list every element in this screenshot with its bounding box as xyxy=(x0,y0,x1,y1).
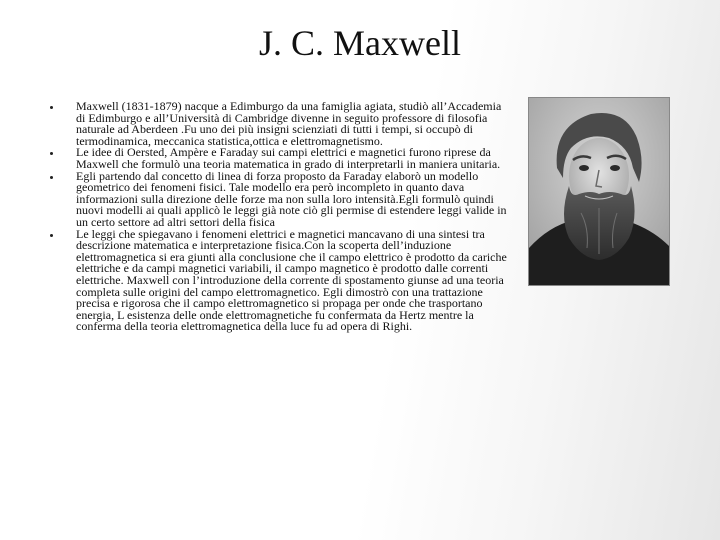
maxwell-portrait xyxy=(528,97,670,286)
bullet-item xyxy=(50,168,510,229)
bullet-dot-icon xyxy=(50,176,53,179)
bullet-dot-icon xyxy=(50,234,53,237)
bullet-text: Le idee di Oersted, Ampère e Faraday sui campi elettrici e magnetici furono riprese da Maxwell che formulò una teoria matematica in grado di interpretarli in maniera unitaria. xyxy=(76,145,501,171)
bullet-item xyxy=(50,226,510,334)
portrait-image xyxy=(529,98,669,285)
bullet-item xyxy=(50,101,510,147)
slide-title: J. C. Maxwell xyxy=(259,23,461,63)
bullet-text: Le leggi che spiegavano i fenomeni elettrici e magnetici mancavano di una sintesi tra descrizione matematica e interpretazione fisica.Con la scoperta dell’induzione elettromagnetica si era giunti alla conclusione che il campo elettrico è prodotto da cariche elettriche e da campi magnetici variabili, il campo magnetico è prodotto dalle correnti elettriche. Maxwell con l’introduzione della corrente di spostamento giunse ad una teoria completa sulle origini del campo elettromagnetico. Egli dimostrò con una trattazione precisa e rigorosa che il campo elettromagnetico si propaga per onde che trasportano energia, L esistenza delle onde elettromagnetiche fu confermata da Hertz mentre la conferma della teoria elettromagnetica della luce fu ad opera di Righi. xyxy=(76,226,507,334)
bullet-dot-icon xyxy=(50,152,53,155)
bullet-dot-icon xyxy=(50,106,53,109)
bullet-text: Egli partendo dal concetto di linea di forza proposto da Faraday elaborò un modello geometrico dei fenomeni fisici. Tale modello era però incompleto in quanto dava informazioni sulla direzione delle forze ma non sulla loro intensità.Egli formulò quindi nuovi modelli ai quali applicò le leggi già note ciò gli permise di estendere leggi valide in un certo settore ad altri settori della fisica xyxy=(76,168,507,229)
bullet-list xyxy=(50,101,510,333)
bullet-text: Maxwell (1831-1879) nacque a Edimburgo da una famiglia agiata, studiò all’Accademia di Edimburgo e all’Università di Cambridge divenne in seguito professore di filosofia naturale ad Aberdeen .Fu uno dei più insigni scienziati di tutti i tempi, si occupò di termodinamica, meccanica statistica,ottica e elettromagnetismo. xyxy=(76,99,502,148)
bullet-item xyxy=(50,147,510,170)
